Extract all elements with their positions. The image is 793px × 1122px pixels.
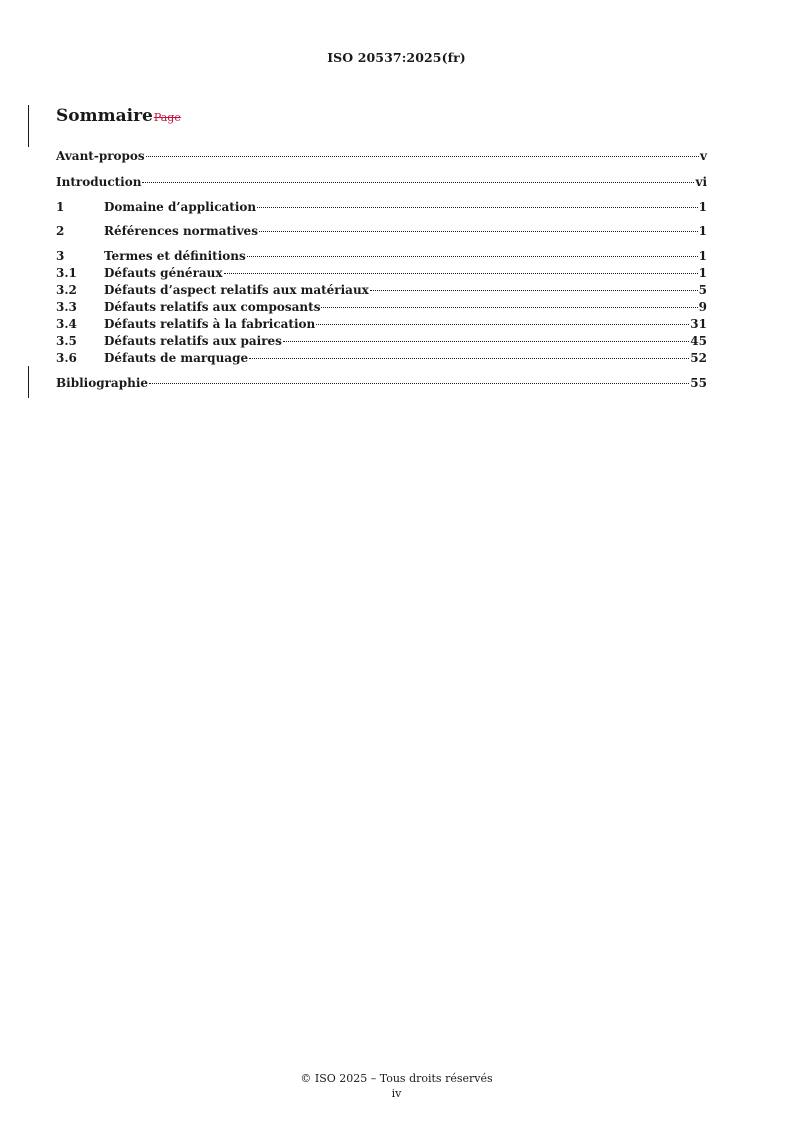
toc-entry[interactable] [56, 199, 707, 215]
toc-entry-page: 5 [698, 283, 707, 297]
toc-leader [259, 231, 698, 232]
toc-entry[interactable] [56, 248, 707, 264]
toc-entry-page: 1 [698, 249, 707, 263]
revision-change-bar [28, 105, 29, 147]
toc-entry-page: 1 [698, 266, 707, 280]
page-number: iv [391, 1087, 402, 1100]
toc-entry[interactable] [56, 375, 707, 391]
toc-entry-title: Défauts de marquage [104, 351, 249, 365]
toc-entry-number: 3 [56, 249, 65, 263]
toc-entry-title: Avant-propos [56, 149, 145, 163]
toc-entry-title: Défauts d’aspect relatifs aux matériaux [104, 283, 369, 297]
toc-leader [321, 307, 697, 308]
toc-entry-page: 1 [698, 200, 707, 214]
toc-leader [247, 256, 698, 257]
toc-entry-page: 1 [698, 224, 707, 238]
toc-entry-number: 3.3 [56, 300, 77, 314]
toc-entry-title: Domaine d’application [104, 200, 257, 214]
toc-entry-page: 52 [690, 351, 707, 365]
toc-leader [142, 182, 694, 183]
toc-entry-title: Références normatives [104, 224, 258, 238]
toc-leader [146, 156, 699, 157]
toc-entry[interactable] [56, 316, 707, 332]
toc-entry-title: Termes et définitions [104, 249, 246, 263]
toc-entry[interactable] [56, 333, 707, 349]
toc-entry-title: Défauts généraux [104, 266, 223, 280]
copyright-notice: © ISO 2025 – Tous droits réservés [300, 1072, 493, 1085]
toc-entry-title: Défauts relatifs aux paires [104, 334, 282, 348]
toc-entry-page: v [700, 149, 707, 163]
toc-entry[interactable] [56, 174, 707, 190]
toc-leader [249, 358, 689, 359]
toc-leader [149, 383, 689, 384]
toc-entry-page: 45 [690, 334, 707, 348]
toc-title [56, 106, 181, 126]
toc-entry-title: Défauts relatifs à la fabrication [104, 317, 316, 331]
toc-entry-page: 55 [690, 376, 707, 390]
toc-leader [257, 207, 698, 208]
toc-entry-title: Défauts relatifs aux composants [104, 300, 321, 314]
toc-leader [224, 273, 698, 274]
toc-entry[interactable] [56, 223, 707, 239]
page-footer [0, 1071, 793, 1101]
toc-entry-number: 3.6 [56, 351, 77, 365]
toc-entry-title: Introduction [56, 175, 142, 189]
toc-entry-number: 2 [56, 224, 65, 238]
toc-entry[interactable] [56, 265, 707, 281]
toc-entry-number: 3.2 [56, 283, 77, 297]
toc-entry[interactable] [56, 282, 707, 298]
revision-change-bar [28, 366, 29, 398]
deleted-page-label: Page [153, 111, 181, 124]
toc-entry-page: vi [695, 175, 707, 189]
toc-entry-number: 3.1 [56, 266, 77, 280]
toc-title-text: Sommaire [56, 106, 153, 126]
toc-entry[interactable] [56, 299, 707, 315]
toc-leader [370, 290, 698, 291]
toc-leader [316, 324, 689, 325]
document-header: ISO 20537:2025(fr) [327, 50, 466, 65]
toc-entry-number: 3.5 [56, 334, 77, 348]
toc-entry-page: 31 [690, 317, 707, 331]
toc-entry-number: 3.4 [56, 317, 77, 331]
toc-entry[interactable] [56, 148, 707, 164]
toc-entry-page: 9 [698, 300, 707, 314]
toc-leader [283, 341, 689, 342]
toc-entry-title: Bibliographie [56, 376, 149, 390]
toc-entry[interactable] [56, 350, 707, 366]
toc-entry-number: 1 [56, 200, 65, 214]
